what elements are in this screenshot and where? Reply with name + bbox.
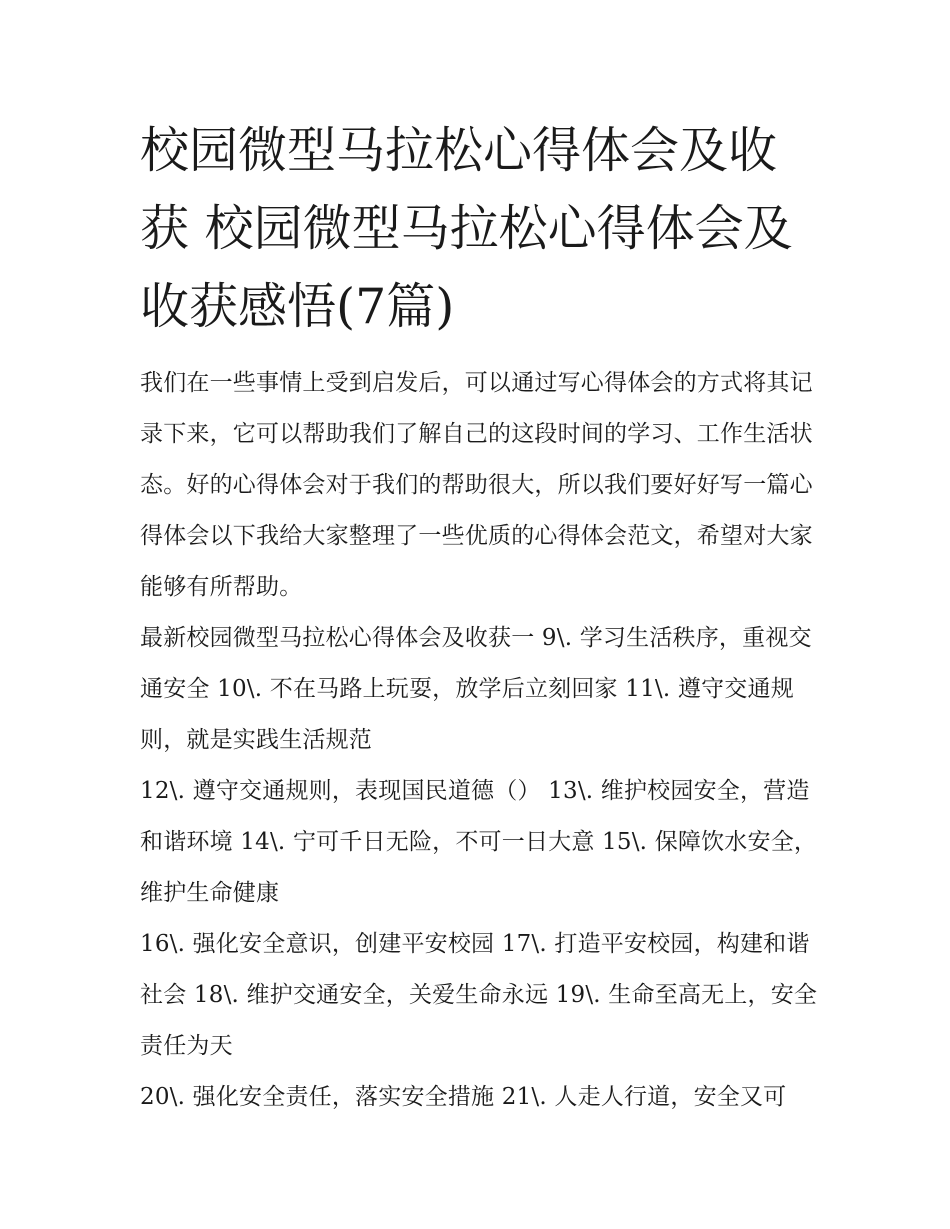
document-page	[140, 112, 820, 1123]
slogan-paragraph-3: 16\. 强化安全意识，创建平安校园 17\. 打造平安校园，构建和谐社会 18\. 维护交通安全，关爱生命永远 19\. 生命至高无上，安全责任为天	[140, 931, 818, 1059]
document-title: 校园微型马拉松心得体会及收获 校园微型马拉松心得体会及收获感悟(7篇)	[140, 122, 793, 335]
intro-paragraph: 我们在一些事情上受到启发后，可以通过写心得体会的方式将其记录下来，它可以帮助我们了解自己的这段时间的学习、工作生活状态。好的心得体会对于我们的帮助很大，所以我们要好好写一篇心得体会以下我给大家整理了一些优质的心得体会范文，希望对大家能够有所帮助。	[140, 370, 813, 600]
slogan-paragraph-4: 20\. 强化安全责任，落实安全措施 21\. 人走人行道，安全又可	[140, 1084, 787, 1110]
slogan-paragraph-2: 12\. 遵守交通规则，表现国民道德（） 13\. 维护校园安全，营造和谐环境 14\. 宁可千日无险，不可一日大意 15\. 保障饮水安全，维护生命健康	[140, 778, 818, 906]
slogan-paragraph-1: 最新校园微型马拉松心得体会及收获一 9\. 学习生活秩序，重视交通安全 10\. 不在马路上玩耍，放学后立刻回家 11\. 遵守交通规则，就是实践生活规范	[140, 625, 812, 753]
